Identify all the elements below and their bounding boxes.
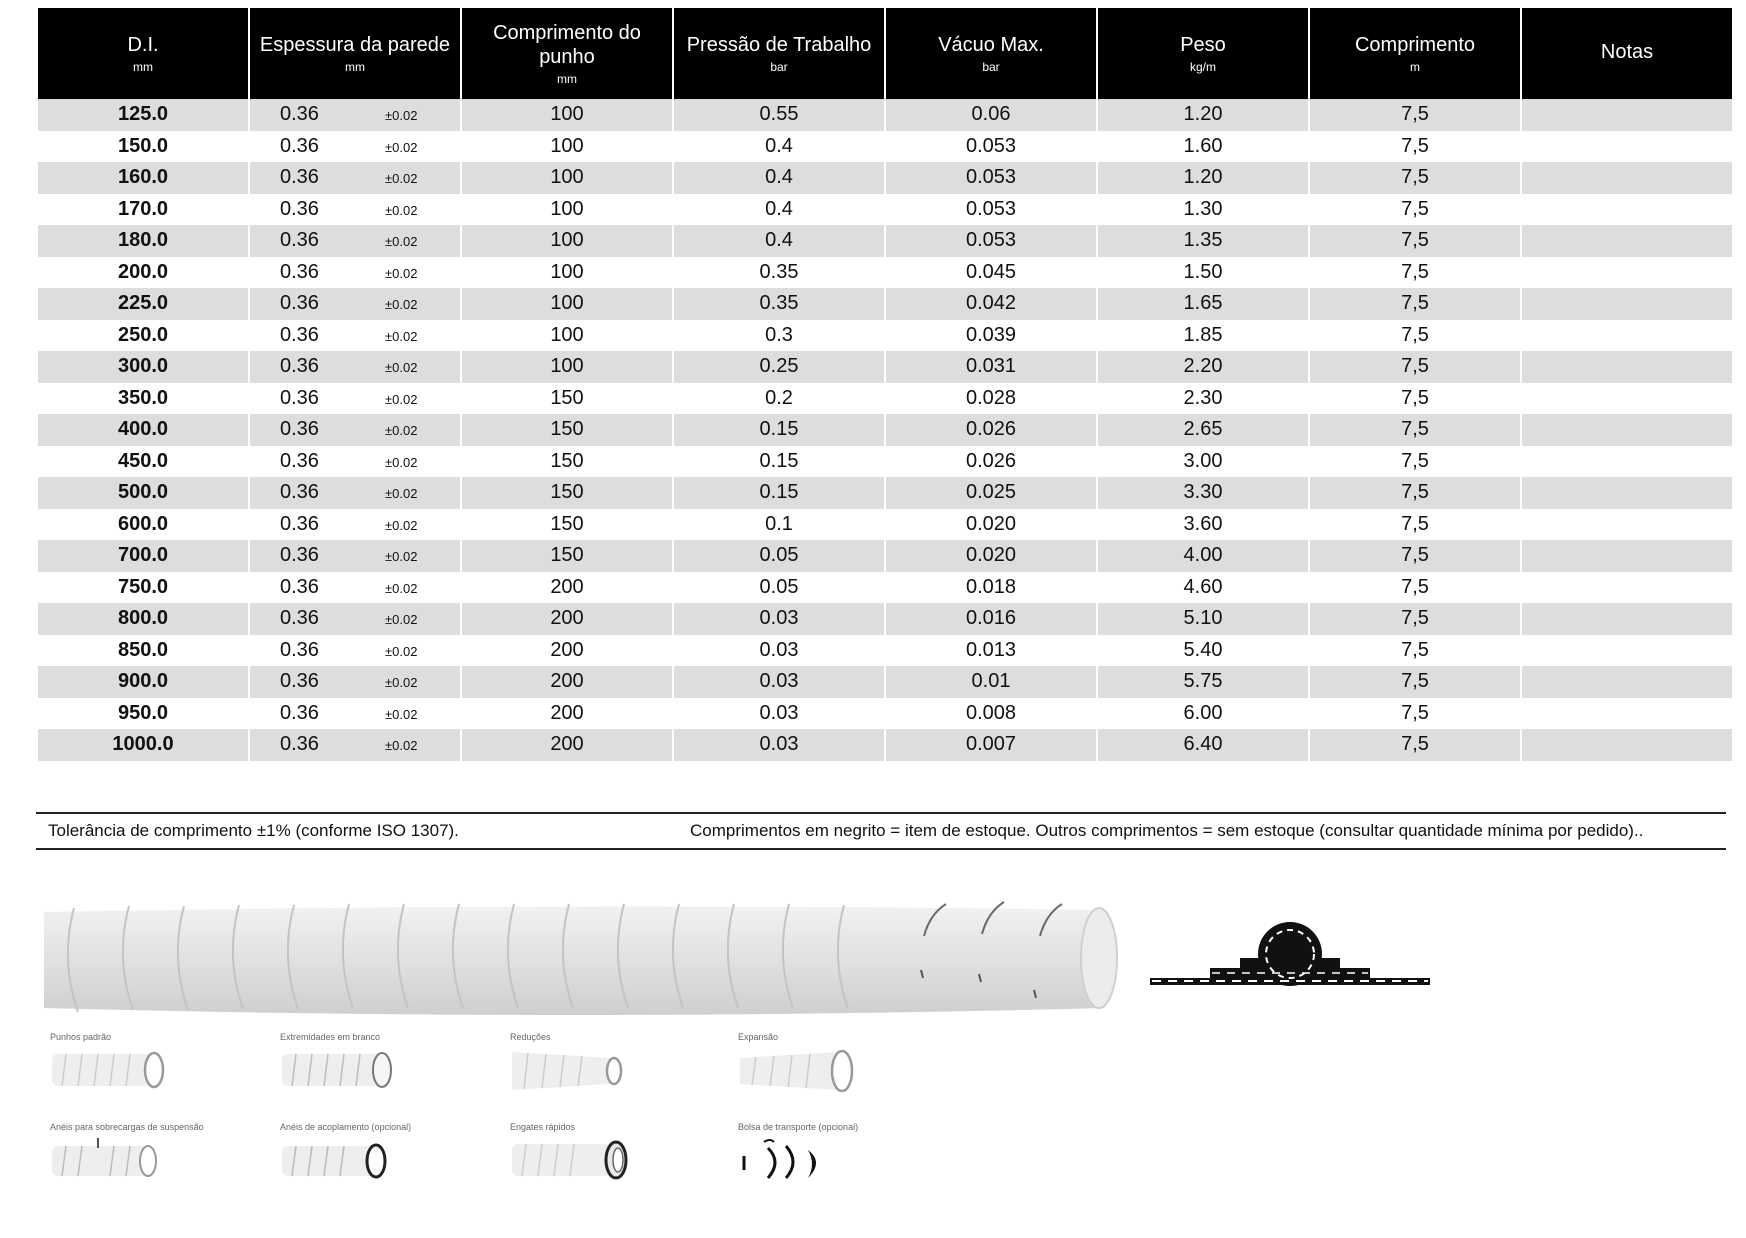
max-vacuum-cell: 0.013	[886, 635, 1096, 667]
wall-thickness-value: 0.36	[280, 103, 319, 126]
notes-cell	[1522, 351, 1732, 383]
wall-tolerance: ±0.02	[385, 738, 418, 754]
working-pressure-cell: 0.15	[674, 477, 884, 509]
working-pressure-cell: 0.05	[674, 572, 884, 604]
ducting-hose-icon	[44, 900, 1124, 1025]
cuff-length-cell: 100	[462, 351, 672, 383]
weight-cell: 1.20	[1098, 99, 1308, 131]
max-vacuum-cell: 0.042	[886, 288, 1096, 320]
wall-tolerance: ±0.02	[385, 549, 418, 565]
variant-quick-coupling: Engates rápidos	[510, 1122, 730, 1182]
di-cell: 300.0	[38, 351, 248, 383]
wall-tolerance: ±0.02	[385, 297, 418, 313]
length-cell: 7,5	[1310, 729, 1520, 761]
max-vacuum-cell: 0.045	[886, 257, 1096, 289]
wall-thickness-value: 0.36	[280, 166, 319, 189]
wall-thickness-value: 0.36	[280, 323, 319, 346]
length-cell: 7,5	[1310, 540, 1520, 572]
cuff-length-cell: 100	[462, 99, 672, 131]
working-pressure-cell: 0.2	[674, 383, 884, 415]
wall-tolerance: ±0.02	[385, 234, 418, 250]
cuff-length-cell: 150	[462, 446, 672, 478]
wall-thickness-cell	[250, 698, 460, 730]
table-row	[38, 603, 1732, 635]
length-cell: 7,5	[1310, 698, 1520, 730]
weight-cell: 2.20	[1098, 351, 1308, 383]
table-row	[38, 225, 1732, 257]
weight-cell: 2.65	[1098, 414, 1308, 446]
wall-thickness-cell	[250, 572, 460, 604]
wall-tolerance: ±0.02	[385, 423, 418, 439]
max-vacuum-cell: 0.020	[886, 509, 1096, 541]
di-cell: 800.0	[38, 603, 248, 635]
cuff-length-cell: 100	[462, 131, 672, 163]
cuff-length-cell: 200	[462, 635, 672, 667]
variant-plain-ends: Extremidades em branco	[280, 1032, 500, 1092]
notes-cell	[1522, 477, 1732, 509]
cuff-length-cell: 200	[462, 698, 672, 730]
length-cell: 7,5	[1310, 477, 1520, 509]
wall-thickness-value: 0.36	[280, 701, 319, 724]
wall-thickness-value: 0.36	[280, 575, 319, 598]
wall-thickness-value: 0.36	[280, 670, 319, 693]
variant-expansion: Expansão	[738, 1032, 958, 1092]
header-di: D.I. mm	[38, 8, 248, 99]
hose-reducer-icon	[510, 1048, 630, 1092]
weight-cell: 1.65	[1098, 288, 1308, 320]
wall-tolerance: ±0.02	[385, 675, 418, 691]
cuff-length-cell: 150	[462, 383, 672, 415]
wall-thickness-value: 0.36	[280, 512, 319, 535]
di-cell: 500.0	[38, 477, 248, 509]
max-vacuum-cell: 0.026	[886, 446, 1096, 478]
wall-thickness-cell	[250, 194, 460, 226]
wall-thickness-value: 0.36	[280, 607, 319, 630]
wall-thickness-value: 0.36	[280, 733, 319, 756]
wall-tolerance: ±0.02	[385, 643, 418, 659]
wall-thickness-value: 0.36	[280, 355, 319, 378]
wall-thickness-value: 0.36	[280, 544, 319, 567]
table-row	[38, 320, 1732, 352]
table-row	[38, 477, 1732, 509]
table-row	[38, 257, 1732, 289]
wall-thickness-cell	[250, 414, 460, 446]
notes-cell	[1522, 698, 1732, 730]
cuff-length-cell: 100	[462, 288, 672, 320]
wall-tolerance: ±0.02	[385, 265, 418, 281]
wall-thickness-cell	[250, 446, 460, 478]
length-cell: 7,5	[1310, 603, 1520, 635]
di-cell: 1000.0	[38, 729, 248, 761]
weight-cell: 1.35	[1098, 225, 1308, 257]
weight-cell: 5.40	[1098, 635, 1308, 667]
di-cell: 250.0	[38, 320, 248, 352]
variant-transport-bag: Bolsa de transporte (opcional)	[738, 1122, 958, 1182]
wall-tolerance: ±0.02	[385, 454, 418, 470]
length-cell: 7,5	[1310, 351, 1520, 383]
notes-cell	[1522, 603, 1732, 635]
di-cell: 200.0	[38, 257, 248, 289]
table-body	[38, 99, 1732, 761]
weight-cell: 1.60	[1098, 131, 1308, 163]
cuff-length-cell: 200	[462, 572, 672, 604]
header-working-pressure: Pressão de Trabalho bar	[674, 8, 884, 99]
length-cell: 7,5	[1310, 383, 1520, 415]
hose-expansion-icon	[738, 1048, 858, 1092]
wall-thickness-cell	[250, 320, 460, 352]
notes-cell	[1522, 288, 1732, 320]
weight-cell: 3.30	[1098, 477, 1308, 509]
cuff-length-cell: 100	[462, 257, 672, 289]
variant-standard-cuffs: Punhos padrão	[50, 1032, 270, 1092]
working-pressure-cell: 0.03	[674, 729, 884, 761]
notes-cell	[1522, 162, 1732, 194]
table-row	[38, 446, 1732, 478]
length-cell: 7,5	[1310, 257, 1520, 289]
weight-cell: 5.10	[1098, 603, 1308, 635]
table-row	[38, 414, 1732, 446]
cuff-length-cell: 150	[462, 509, 672, 541]
working-pressure-cell: 0.4	[674, 225, 884, 257]
notes-cell	[1522, 635, 1732, 667]
wall-thickness-value: 0.36	[280, 449, 319, 472]
di-cell: 125.0	[38, 99, 248, 131]
di-cell: 950.0	[38, 698, 248, 730]
transport-bag-icon	[738, 1138, 838, 1182]
length-cell: 7,5	[1310, 225, 1520, 257]
wall-tolerance: ±0.02	[385, 517, 418, 533]
table-row	[38, 131, 1732, 163]
max-vacuum-cell: 0.031	[886, 351, 1096, 383]
table-row	[38, 635, 1732, 667]
working-pressure-cell: 0.03	[674, 603, 884, 635]
di-cell: 600.0	[38, 509, 248, 541]
working-pressure-cell: 0.15	[674, 414, 884, 446]
max-vacuum-cell: 0.01	[886, 666, 1096, 698]
cuff-length-cell: 100	[462, 225, 672, 257]
wall-thickness-value: 0.36	[280, 638, 319, 661]
wall-thickness-value: 0.36	[280, 229, 319, 252]
working-pressure-cell: 0.3	[674, 320, 884, 352]
max-vacuum-cell: 0.028	[886, 383, 1096, 415]
weight-cell: 2.30	[1098, 383, 1308, 415]
notes-cell	[1522, 194, 1732, 226]
di-cell: 350.0	[38, 383, 248, 415]
di-cell: 850.0	[38, 635, 248, 667]
working-pressure-cell: 0.35	[674, 288, 884, 320]
table-header	[38, 8, 1732, 99]
table-row	[38, 540, 1732, 572]
weight-cell: 6.00	[1098, 698, 1308, 730]
table-row	[38, 572, 1732, 604]
length-cell: 7,5	[1310, 162, 1520, 194]
di-cell: 170.0	[38, 194, 248, 226]
wall-thickness-cell	[250, 131, 460, 163]
notes-cell	[1522, 99, 1732, 131]
max-vacuum-cell: 0.018	[886, 572, 1096, 604]
max-vacuum-cell: 0.053	[886, 194, 1096, 226]
table-row	[38, 194, 1732, 226]
di-cell: 900.0	[38, 666, 248, 698]
wall-tolerance: ±0.02	[385, 612, 418, 628]
max-vacuum-cell: 0.039	[886, 320, 1096, 352]
variant-reducer: Reduções	[510, 1032, 730, 1092]
di-cell: 450.0	[38, 446, 248, 478]
wall-thickness-cell	[250, 729, 460, 761]
length-cell: 7,5	[1310, 99, 1520, 131]
hose-standard-cuffs-icon	[50, 1048, 170, 1092]
wall-tolerance: ±0.02	[385, 580, 418, 596]
max-vacuum-cell: 0.016	[886, 603, 1096, 635]
length-cell: 7,5	[1310, 666, 1520, 698]
wall-tolerance: ±0.02	[385, 139, 418, 155]
length-cell: 7,5	[1310, 572, 1520, 604]
length-cell: 7,5	[1310, 446, 1520, 478]
table-row	[38, 383, 1732, 415]
wall-thickness-cell	[250, 288, 460, 320]
working-pressure-cell: 0.4	[674, 194, 884, 226]
notes-bar	[36, 812, 1726, 850]
max-vacuum-cell: 0.008	[886, 698, 1096, 730]
weight-cell: 1.50	[1098, 257, 1308, 289]
weight-cell: 1.30	[1098, 194, 1308, 226]
wall-tolerance: ±0.02	[385, 202, 418, 218]
stock-note: Comprimentos em negrito = item de estoque. Outros comprimentos = sem estoque (consultar quantidade mínima por pedido)..	[690, 821, 1644, 840]
di-cell: 160.0	[38, 162, 248, 194]
di-cell: 750.0	[38, 572, 248, 604]
working-pressure-cell: 0.4	[674, 162, 884, 194]
weight-cell: 1.85	[1098, 320, 1308, 352]
wall-tolerance: ±0.02	[385, 486, 418, 502]
di-cell: 225.0	[38, 288, 248, 320]
wall-thickness-cell	[250, 540, 460, 572]
wall-thickness-value: 0.36	[280, 386, 319, 409]
wall-thickness-cell	[250, 509, 460, 541]
table-row	[38, 162, 1732, 194]
length-cell: 7,5	[1310, 131, 1520, 163]
cuff-length-cell: 200	[462, 666, 672, 698]
wall-thickness-value: 0.36	[280, 481, 319, 504]
notes-cell	[1522, 320, 1732, 352]
wall-thickness-value: 0.36	[280, 134, 319, 157]
working-pressure-cell: 0.35	[674, 257, 884, 289]
wall-thickness-cell	[250, 666, 460, 698]
working-pressure-cell: 0.03	[674, 635, 884, 667]
working-pressure-cell: 0.03	[674, 698, 884, 730]
table-row	[38, 288, 1732, 320]
cuff-length-cell: 200	[462, 603, 672, 635]
header-weight: Peso kg/m	[1098, 8, 1308, 99]
max-vacuum-cell: 0.053	[886, 131, 1096, 163]
header-wall-thickness: Espessura da parede mm	[250, 8, 460, 99]
notes-cell	[1522, 509, 1732, 541]
notes-cell	[1522, 572, 1732, 604]
di-cell: 400.0	[38, 414, 248, 446]
table-row	[38, 666, 1732, 698]
max-vacuum-cell: 0.053	[886, 162, 1096, 194]
length-cell: 7,5	[1310, 288, 1520, 320]
table-row	[38, 351, 1732, 383]
working-pressure-cell: 0.25	[674, 351, 884, 383]
header-length: Comprimento m	[1310, 8, 1520, 99]
wall-thickness-value: 0.36	[280, 197, 319, 220]
max-vacuum-cell: 0.053	[886, 225, 1096, 257]
variant-coupling-rings: Anéis de acoplamento (opcional)	[280, 1122, 500, 1182]
weight-cell: 1.20	[1098, 162, 1308, 194]
notes-cell	[1522, 666, 1732, 698]
weight-cell: 4.60	[1098, 572, 1308, 604]
variant-suspension-rings: Anéis para sobrecargas de suspensão	[50, 1122, 270, 1182]
weight-cell: 6.40	[1098, 729, 1308, 761]
table-row	[38, 99, 1732, 131]
notes-cell	[1522, 446, 1732, 478]
wall-thickness-cell	[250, 383, 460, 415]
max-vacuum-cell: 0.007	[886, 729, 1096, 761]
notes-cell	[1522, 131, 1732, 163]
notes-cell	[1522, 257, 1732, 289]
di-cell: 150.0	[38, 131, 248, 163]
wall-thickness-cell	[250, 162, 460, 194]
weight-cell: 3.00	[1098, 446, 1308, 478]
specification-table	[36, 8, 1734, 761]
wall-thickness-cell	[250, 225, 460, 257]
working-pressure-cell: 0.1	[674, 509, 884, 541]
tolerance-note: Tolerância de comprimento ±1% (conforme ISO 1307).	[48, 821, 459, 840]
cuff-length-cell: 150	[462, 414, 672, 446]
hose-wall-profile-icon	[1150, 920, 1430, 1015]
wall-thickness-cell	[250, 603, 460, 635]
max-vacuum-cell: 0.020	[886, 540, 1096, 572]
cuff-length-cell: 100	[462, 162, 672, 194]
length-cell: 7,5	[1310, 194, 1520, 226]
wall-thickness-cell	[250, 635, 460, 667]
working-pressure-cell: 0.4	[674, 131, 884, 163]
wall-tolerance: ±0.02	[385, 391, 418, 407]
working-pressure-cell: 0.15	[674, 446, 884, 478]
wall-thickness-value: 0.36	[280, 292, 319, 315]
wall-tolerance: ±0.02	[385, 171, 418, 187]
notes-cell	[1522, 414, 1732, 446]
length-cell: 7,5	[1310, 635, 1520, 667]
max-vacuum-cell: 0.025	[886, 477, 1096, 509]
table-row	[38, 509, 1732, 541]
length-cell: 7,5	[1310, 509, 1520, 541]
working-pressure-cell: 0.03	[674, 666, 884, 698]
max-vacuum-cell: 0.06	[886, 99, 1096, 131]
notes-cell	[1522, 383, 1732, 415]
wall-thickness-cell	[250, 477, 460, 509]
wall-thickness-cell	[250, 257, 460, 289]
hose-coupling-rings-icon	[280, 1138, 400, 1182]
di-cell: 700.0	[38, 540, 248, 572]
table-row	[38, 729, 1732, 761]
working-pressure-cell: 0.55	[674, 99, 884, 131]
notes-cell	[1522, 540, 1732, 572]
weight-cell: 3.60	[1098, 509, 1308, 541]
cuff-length-cell: 100	[462, 320, 672, 352]
hose-quick-coupling-icon	[510, 1138, 640, 1182]
cuff-length-cell: 150	[462, 477, 672, 509]
header-max-vacuum: Vácuo Max. bar	[886, 8, 1096, 99]
header-cuff-length: Comprimento do punho mm	[462, 8, 672, 99]
wall-tolerance: ±0.02	[385, 360, 418, 376]
hose-plain-ends-icon	[280, 1048, 400, 1092]
cuff-length-cell: 100	[462, 194, 672, 226]
wall-tolerance: ±0.02	[385, 108, 418, 124]
notes-cell	[1522, 225, 1732, 257]
wall-thickness-cell	[250, 99, 460, 131]
notes-cell	[1522, 729, 1732, 761]
header-notes: Notas	[1522, 8, 1732, 99]
hose-suspension-rings-icon	[50, 1138, 170, 1182]
weight-cell: 4.00	[1098, 540, 1308, 572]
table-row	[38, 698, 1732, 730]
cuff-length-cell: 150	[462, 540, 672, 572]
max-vacuum-cell: 0.026	[886, 414, 1096, 446]
length-cell: 7,5	[1310, 414, 1520, 446]
wall-thickness-value: 0.36	[280, 260, 319, 283]
cuff-length-cell: 200	[462, 729, 672, 761]
length-cell: 7,5	[1310, 320, 1520, 352]
wall-thickness-value: 0.36	[280, 418, 319, 441]
weight-cell: 5.75	[1098, 666, 1308, 698]
wall-tolerance: ±0.02	[385, 328, 418, 344]
wall-tolerance: ±0.02	[385, 706, 418, 722]
working-pressure-cell: 0.05	[674, 540, 884, 572]
di-cell: 180.0	[38, 225, 248, 257]
wall-thickness-cell	[250, 351, 460, 383]
